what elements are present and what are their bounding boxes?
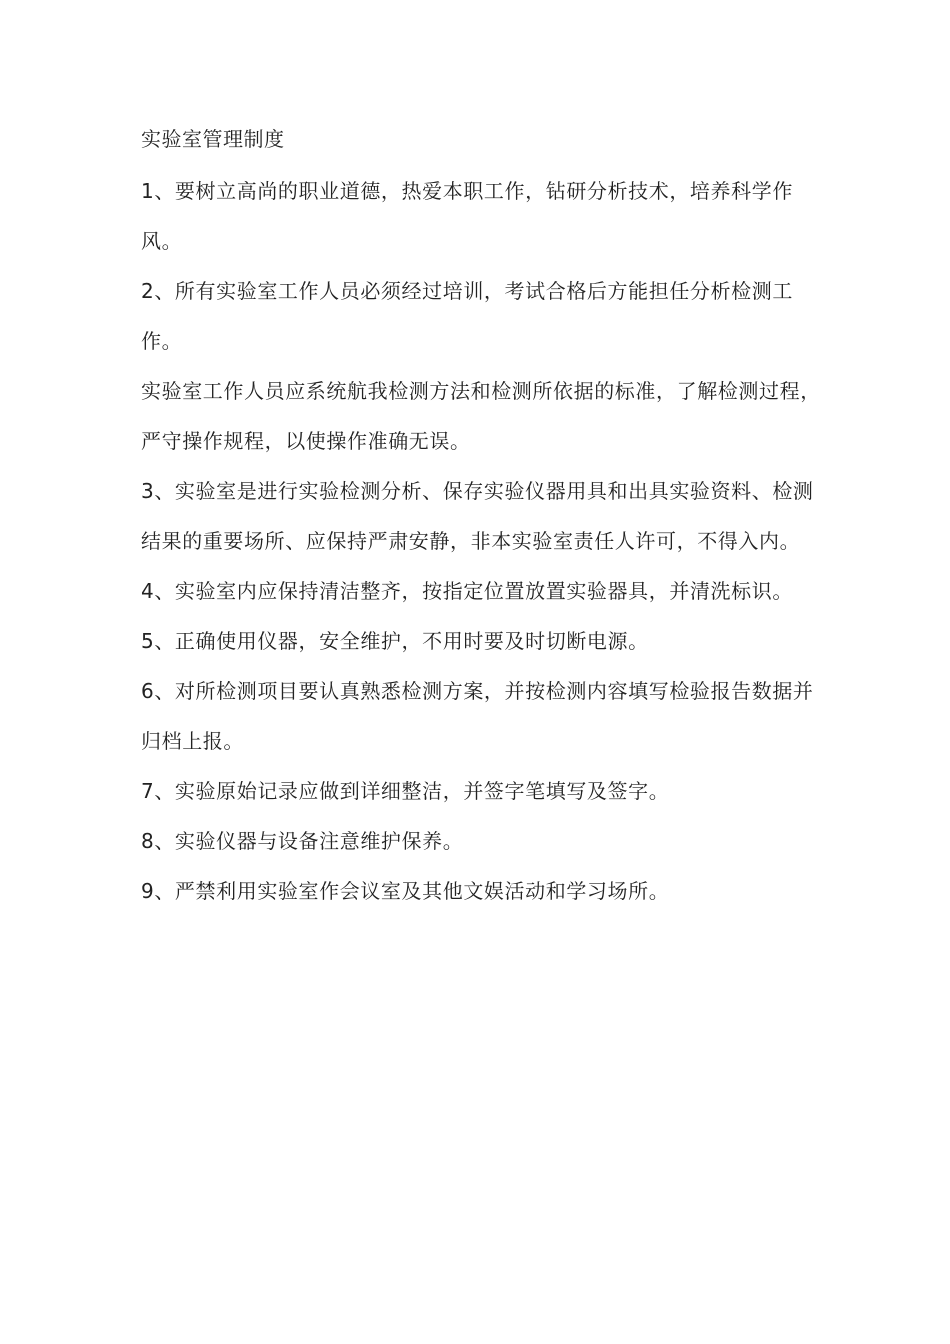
paragraph-rule-9: 9、严禁利用实验室作会议室及其他文娱活动和学习场所。	[141, 879, 670, 903]
paragraph-rule-5: 5、正确使用仪器，安全维护，不用时要及时切断电源。	[141, 629, 649, 653]
paragraph-rule-2: 2、所有实验室工作人员必须经过培训，考试合格后方能担任分析检测工作。	[141, 279, 793, 353]
paragraph-rule-8: 8、实验仪器与设备注意维护保养。	[141, 829, 464, 853]
document-body	[141, 116, 821, 916]
paragraph-rule-4: 4、实验室内应保持清洁整齐，按指定位置放置实验器具，并清洗标识。	[141, 579, 793, 603]
paragraph-rule-6: 6、对所检测项目要认真熟悉检测方案，并按检测内容填写检验报告数据并归档上报。	[141, 679, 814, 753]
paragraph-rule-3: 3、实验室是进行实验检测分析、保存实验仪器用具和出具实验资料、检测结果的重要场所、应保持严肃安静，非本实验室责任人许可，不得入内。	[141, 479, 814, 553]
paragraph-rule-1: 1、要树立高尚的职业道德，热爱本职工作，钻研分析技术，培养科学作风。	[141, 179, 793, 253]
paragraph-rule-7: 7、实验原始记录应做到详细整洁，并签字笔填写及签字。	[141, 779, 670, 803]
paragraph-rule-2-detail: 实验室工作人员应系统航我检测方法和检测所依据的标准，了解检测过程，严守操作规程，以使操作准确无误。	[141, 379, 821, 453]
document-title: 实验室管理制度	[141, 127, 285, 151]
